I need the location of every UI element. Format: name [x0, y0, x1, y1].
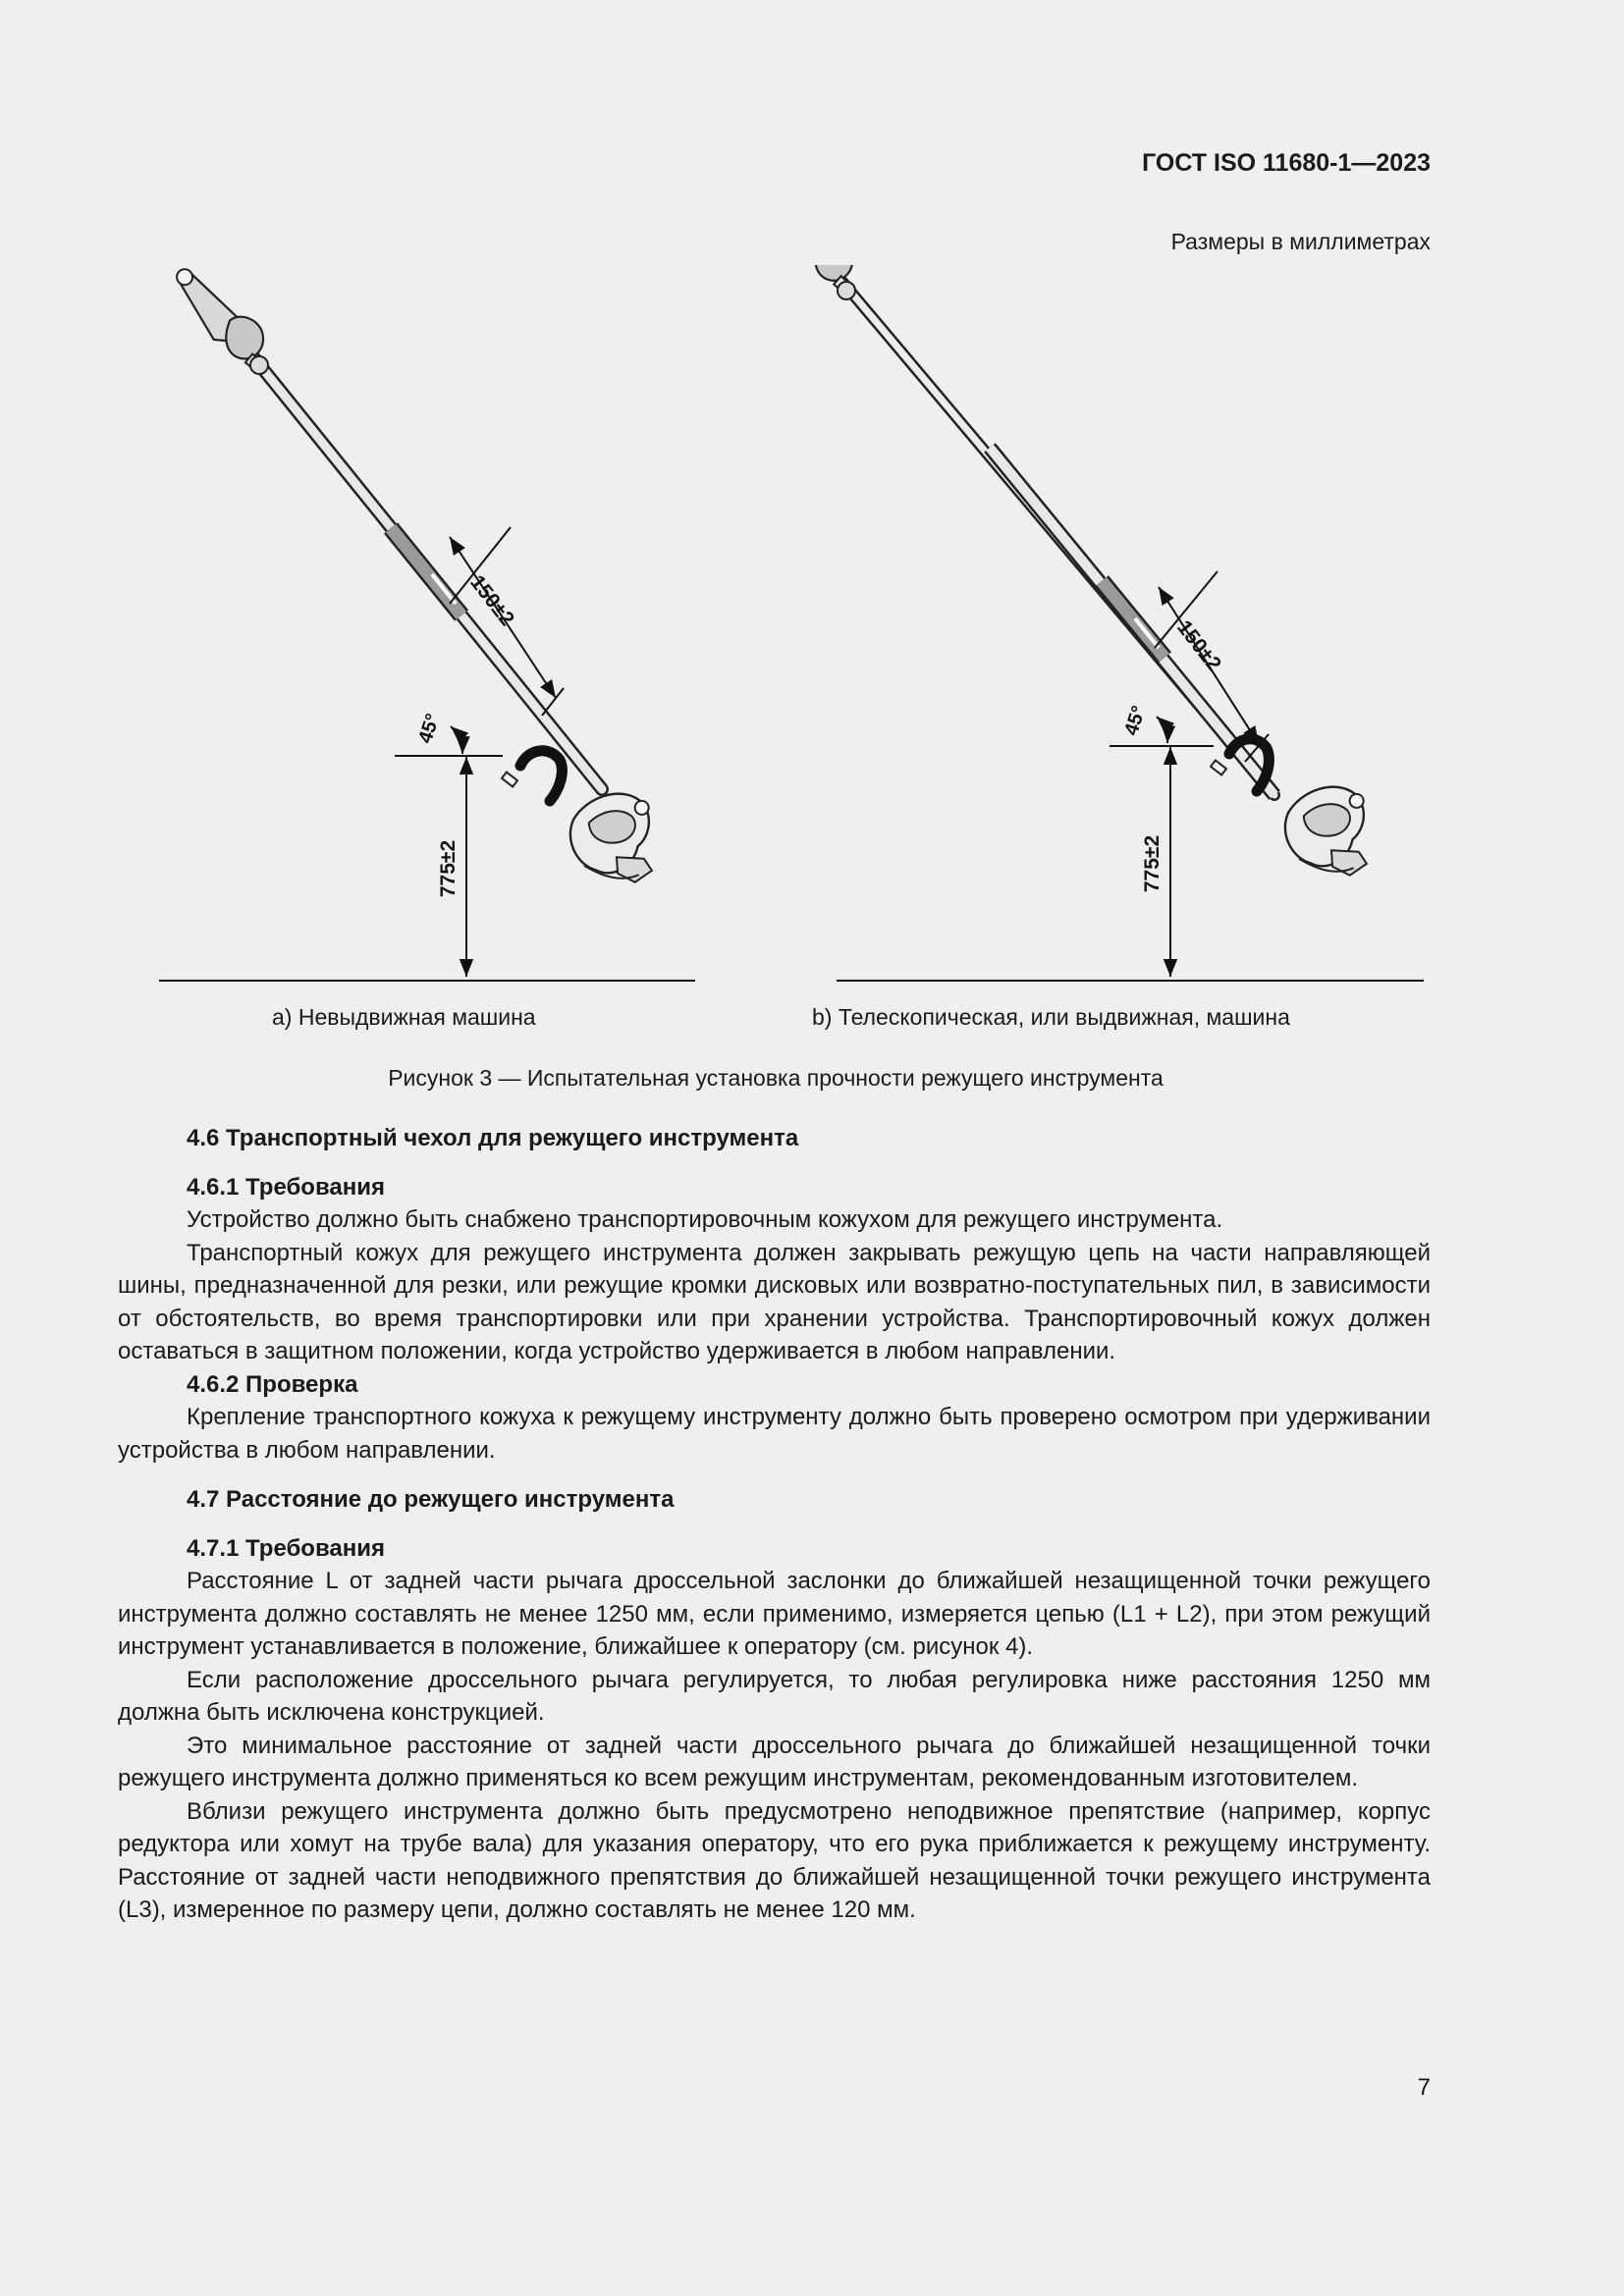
paragraph: Это минимальное расстояние от задней части дроссельного рычага до ближайшей незащищенной точки режущего инструмента должно применяться ко всем режущим инструментам, рекомендованным изготовителем. [118, 1732, 1431, 1791]
paragraph: Устройство должно быть снабжено транспортировочным кожухом для режущего инструмента. [187, 1206, 1223, 1233]
angle-dimension-a: 45° [414, 711, 445, 746]
section-heading-4-6: 4.6 Транспортный чехол для режущего инструмента [187, 1125, 799, 1151]
subsection-heading-4-6-1: 4.6.1 Требования [187, 1173, 386, 1201]
figure-3-drawing [137, 265, 1453, 1001]
paragraph: Расстояние L от задней части рычага дроссельной заслонки до ближайшей незащищенной точки режущего инструмента должно составлять не менее 1250 мм, если применимо, измеряется цепью (L1 + L2), при этом режущий инструмент устанавливается в положение, ближайшее к оператору (см. рисунок 4). [118, 1568, 1431, 1660]
caption-b: b) Телескопическая, или выдвижная, машина [812, 1004, 1290, 1030]
height-dimension-b: 775±2 [1141, 834, 1164, 893]
section-heading-4-7: 4.7 Расстояние до режущего инструмента [187, 1486, 675, 1513]
paragraph: Если расположение дроссельного рычага регулируется, то любая регулировка ниже расстояния 1250 мм должна быть исключена конструкцией. [118, 1666, 1431, 1726]
standard-code: ГОСТ ISO 11680-1—2023 [1142, 149, 1431, 177]
length-dimension-b: 150±2 [1172, 615, 1226, 676]
units-note: Размеры в миллиметрах [1170, 229, 1431, 254]
height-dimension-a: 775±2 [437, 839, 460, 898]
angle-dimension-b: 45° [1120, 703, 1151, 738]
paragraph: Вблизи режущего инструмента должно быть предусмотрено неподвижное препятствие (например, корпус редуктора или хомут на трубе вала) для указания оператору, что его рука приближается к режущему инструменту. Расстояние от задней части неподвижного препятствия до ближайшей незащищенной точки режущего инструмента (L3), измеренное по размеру цепи, должно составлять не менее 120 мм. [118, 1797, 1431, 1923]
subsection-heading-4-6-2: 4.6.2 Проверка [187, 1370, 358, 1398]
body-text [118, 1122, 1431, 1927]
paragraph: Транспортный кожух для режущего инструмента должен закрывать режущую цепь на части направляющей шины, предназначенной для резки, или режущие кромки дисковых или возвратно-поступательных пил, в зависимости от обстоятельств, во время транспортировки или при хранении устройства. Транспортировочный кожух должен оставаться в защитном положении, когда устройство удерживается в любом направлении. [118, 1239, 1431, 1364]
caption-a: а) Невыдвижная машина [272, 1004, 536, 1030]
page-number: 7 [1417, 2074, 1431, 2101]
machine-b [768, 265, 1384, 893]
figure-title: Рисунок 3 — Испытательная установка прочности режущего инструмента [388, 1065, 1164, 1091]
paragraph: Крепление транспортного кожуха к режущему инструменту должно быть проверено осмотром при удерживании устройства в любом направлении. [118, 1404, 1431, 1464]
machine-a [176, 265, 670, 897]
subsection-heading-4-7-1: 4.7.1 Требования [187, 1534, 386, 1562]
length-dimension-a: 150±2 [465, 570, 519, 631]
